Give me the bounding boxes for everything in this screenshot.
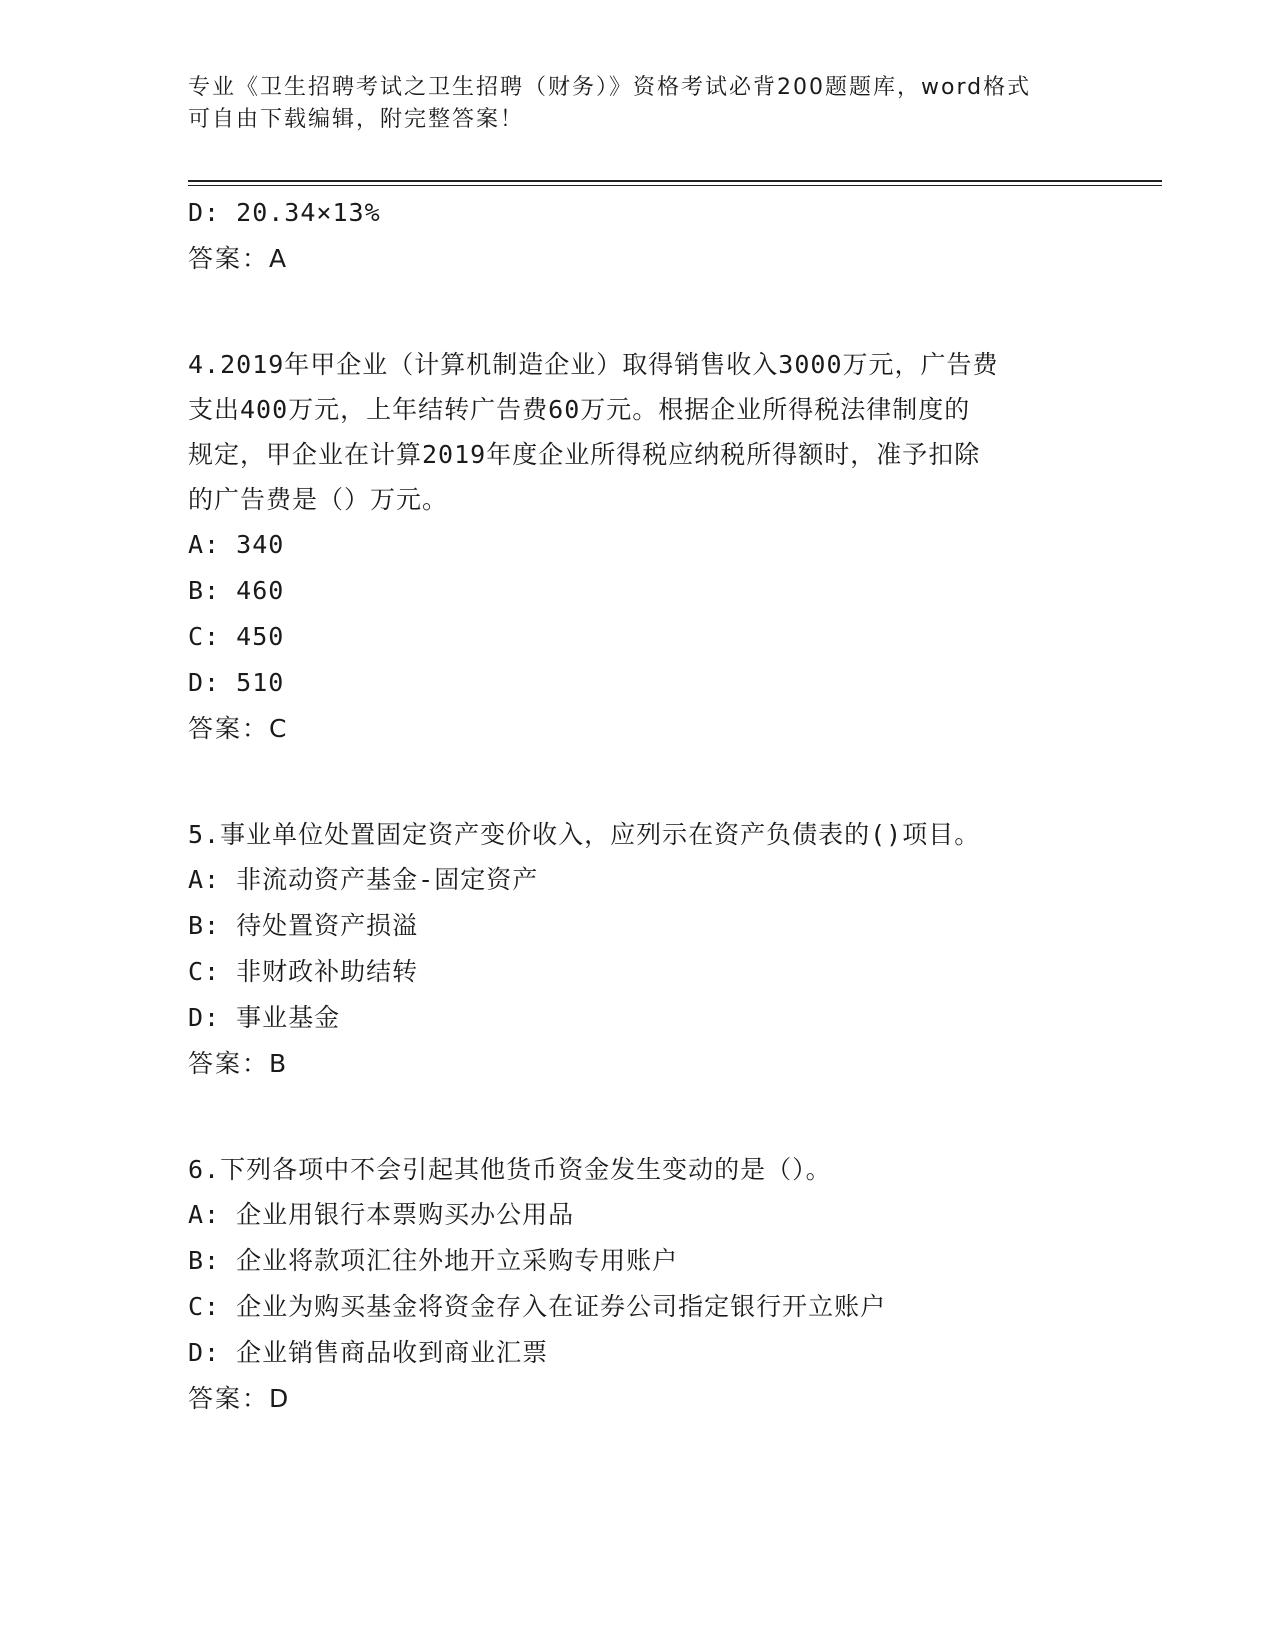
option-a: A: 340 — [188, 530, 285, 559]
question-content — [188, 190, 1088, 1422]
answer: 答案：D — [188, 1384, 291, 1413]
option-b: B: 待处置资产损溢 — [188, 911, 419, 940]
option-c: C: 企业为购买基金将资金存入在证券公司指定银行开立账户 — [188, 1292, 887, 1321]
option-a: A: 非流动资产基金-固定资产 — [188, 865, 539, 894]
option-a: A: 企业用银行本票购买办公用品 — [188, 1200, 575, 1229]
question-text-line: 6.下列各项中不会引起其他货币资金发生变动的是（）。 — [188, 1155, 832, 1184]
option-d: D: 510 — [188, 668, 285, 697]
question-text-line: 5.事业单位处置固定资产变价收入，应列示在资产负债表的()项目。 — [188, 820, 981, 849]
option-d: D: 企业销售商品收到商业汇票 — [188, 1338, 549, 1367]
answer: 答案：C — [188, 714, 289, 743]
question-4 — [188, 342, 1088, 752]
question-text-line: 4.2019年甲企业（计算机制造企业）取得销售收入3000万元，广告费 — [188, 350, 999, 379]
option-c: C: 450 — [188, 622, 285, 651]
option-d: D: 20.34×13% — [188, 198, 381, 227]
header-line-1: 专业《卫生招聘考试之卫生招聘（财务）》资格考试必背200题题库，word格式 — [188, 75, 1032, 100]
option-d: D: 事业基金 — [188, 1003, 341, 1032]
header-rule-thin — [188, 185, 1162, 186]
answer: 答案：A — [188, 244, 289, 273]
option-b: B: 企业将款项汇往外地开立采购专用账户 — [188, 1246, 679, 1275]
answer: 答案：B — [188, 1049, 289, 1078]
question-5 — [188, 812, 1088, 1087]
question-text-line: 的广告费是（）万元。 — [188, 485, 449, 514]
question-text-line: 规定，甲企业在计算2019年度企业所得税应纳税所得额时，准予扣除 — [188, 440, 981, 469]
question-6 — [188, 1147, 1088, 1422]
previous-question-tail — [188, 190, 1088, 282]
header-line-2: 可自由下载编辑，附完整答案！ — [188, 107, 525, 132]
document-header — [188, 72, 1088, 136]
question-text-line: 支出400万元，上年结转广告费60万元。根据企业所得税法律制度的 — [188, 395, 971, 424]
option-c: C: 非财政补助结转 — [188, 957, 419, 986]
option-b: B: 460 — [188, 576, 285, 605]
header-rule-thick — [188, 180, 1162, 182]
